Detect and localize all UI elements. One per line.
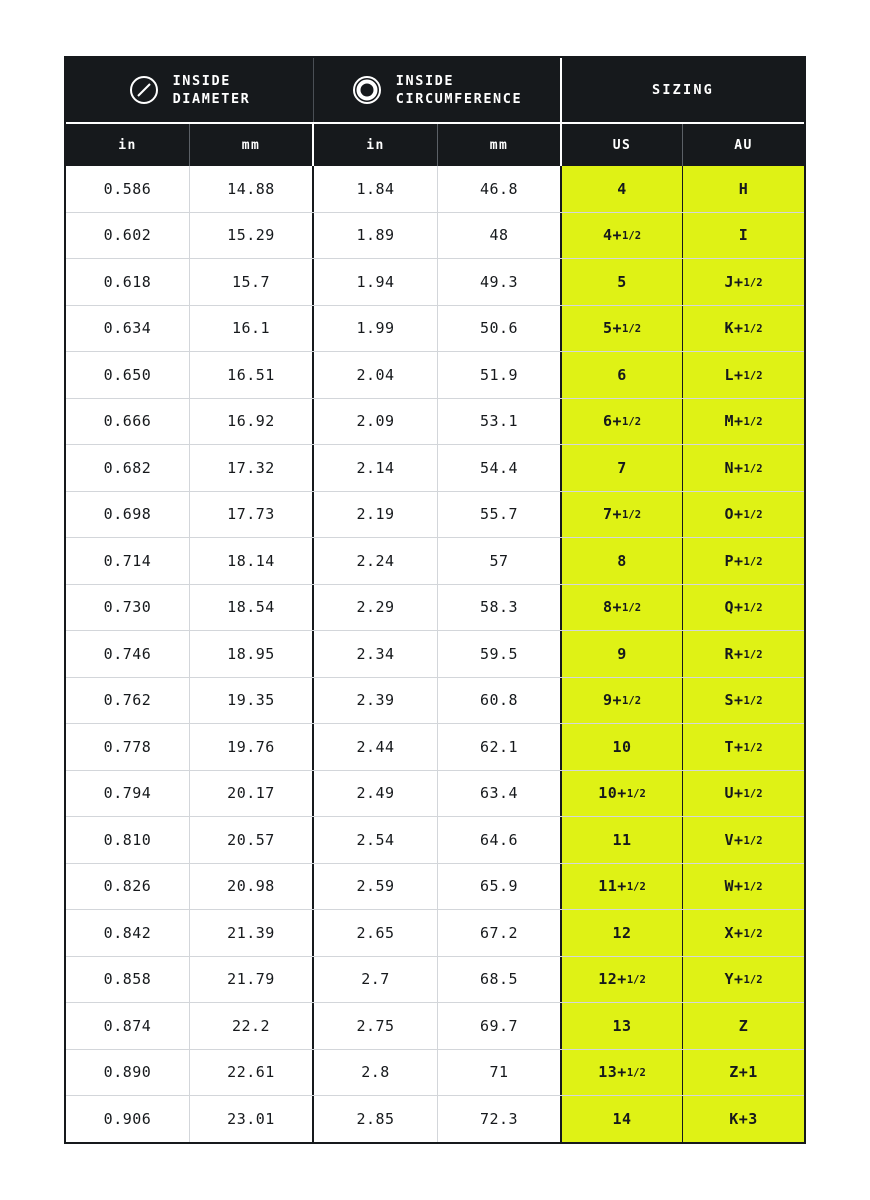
cell-diameter-in: 0.698 — [66, 492, 190, 538]
cell-diameter-mm: 15.7 — [190, 259, 314, 305]
table-row — [66, 910, 804, 957]
cell-circumference-mm: 59.5 — [438, 631, 562, 677]
cell-size-au: U+ 1/2 — [683, 771, 804, 817]
cell-size-au: L+ 1/2 — [683, 352, 804, 398]
half-size-fraction: 1/2 — [626, 881, 646, 894]
table-row — [66, 817, 804, 864]
cell-circumference-in: 1.89 — [314, 213, 438, 259]
subheader-diameter-in: in — [66, 124, 190, 166]
chart-header-subcolumns — [66, 122, 804, 166]
cell-diameter-mm: 21.79 — [190, 957, 314, 1003]
cell-size-us: 7+ 1/2 — [562, 492, 683, 538]
table-row — [66, 585, 804, 632]
half-size-fraction: 1/2 — [626, 788, 646, 801]
cell-diameter-mm: 18.95 — [190, 631, 314, 677]
cell-circumference-mm: 57 — [438, 538, 562, 584]
cell-diameter-in: 0.906 — [66, 1096, 190, 1142]
table-row — [66, 864, 804, 911]
half-size-fraction: 1/2 — [743, 509, 763, 522]
cell-size-au: O+ 1/2 — [683, 492, 804, 538]
cell-diameter-mm: 19.76 — [190, 724, 314, 770]
header-label-line1: INSIDE — [172, 72, 231, 89]
cell-size-au: P+ 1/2 — [683, 538, 804, 584]
header-group-sizing — [562, 58, 804, 122]
half-size-fraction: 1/2 — [743, 741, 763, 754]
cell-size-us: 8+ 1/2 — [562, 585, 683, 631]
cell-size-au: T+ 1/2 — [683, 724, 804, 770]
cell-diameter-in: 0.730 — [66, 585, 190, 631]
header-group-inside-circumference — [314, 58, 562, 122]
cell-diameter-mm: 18.14 — [190, 538, 314, 584]
cell-size-us: 9+ 1/2 — [562, 678, 683, 724]
cell-size-us: 10+ 1/2 — [562, 771, 683, 817]
cell-circumference-mm: 50.6 — [438, 306, 562, 352]
cell-circumference-mm: 49.3 — [438, 259, 562, 305]
table-row — [66, 306, 804, 353]
cell-size-au: V+ 1/2 — [683, 817, 804, 863]
cell-size-au: N+ 1/2 — [683, 445, 804, 491]
cell-diameter-mm: 21.39 — [190, 910, 314, 956]
cell-size-us: 14 — [562, 1096, 683, 1142]
cell-size-au: Z — [683, 1003, 804, 1049]
table-row — [66, 1003, 804, 1050]
half-size-fraction: 1/2 — [626, 974, 646, 987]
cell-size-us: 10 — [562, 724, 683, 770]
cell-circumference-in: 2.54 — [314, 817, 438, 863]
cell-size-au: Q+ 1/2 — [683, 585, 804, 631]
header-group-label-circumference — [396, 72, 522, 108]
cell-circumference-mm: 54.4 — [438, 445, 562, 491]
cell-size-us: 6 — [562, 352, 683, 398]
cell-diameter-mm: 17.32 — [190, 445, 314, 491]
cell-circumference-mm: 72.3 — [438, 1096, 562, 1142]
table-row — [66, 538, 804, 585]
cell-circumference-in: 2.29 — [314, 585, 438, 631]
cell-diameter-in: 0.842 — [66, 910, 190, 956]
cell-circumference-mm: 67.2 — [438, 910, 562, 956]
cell-circumference-in: 2.14 — [314, 445, 438, 491]
cell-diameter-in: 0.650 — [66, 352, 190, 398]
inside-circumference-icon — [352, 75, 382, 105]
half-size-fraction: 1/2 — [743, 695, 763, 708]
cell-diameter-in: 0.602 — [66, 213, 190, 259]
table-row — [66, 213, 804, 260]
table-row — [66, 1096, 804, 1142]
cell-size-au: X+ 1/2 — [683, 910, 804, 956]
half-size-fraction: 1/2 — [743, 788, 763, 801]
subheader-circumference-in: in — [314, 124, 438, 166]
table-row — [66, 678, 804, 725]
cell-size-us: 13+ 1/2 — [562, 1050, 683, 1096]
cell-circumference-mm: 64.6 — [438, 817, 562, 863]
cell-diameter-in: 0.794 — [66, 771, 190, 817]
cell-size-au: M+ 1/2 — [683, 399, 804, 445]
cell-diameter-in: 0.666 — [66, 399, 190, 445]
cell-diameter-mm: 15.29 — [190, 213, 314, 259]
cell-circumference-mm: 68.5 — [438, 957, 562, 1003]
cell-diameter-in: 0.778 — [66, 724, 190, 770]
header-label-line2: CIRCUMFERENCE — [395, 91, 523, 107]
cell-diameter-in: 0.762 — [66, 678, 190, 724]
inside-diameter-icon — [129, 75, 159, 105]
table-row — [66, 352, 804, 399]
cell-diameter-in: 0.874 — [66, 1003, 190, 1049]
cell-diameter-mm: 16.1 — [190, 306, 314, 352]
half-size-fraction: 1/2 — [622, 416, 642, 429]
cell-circumference-mm: 58.3 — [438, 585, 562, 631]
cell-size-us: 12 — [562, 910, 683, 956]
cell-circumference-in: 2.04 — [314, 352, 438, 398]
cell-size-au: Z+1 — [683, 1050, 804, 1096]
cell-circumference-mm: 60.8 — [438, 678, 562, 724]
cell-circumference-in: 2.85 — [314, 1096, 438, 1142]
subheader-diameter-mm: mm — [190, 124, 314, 166]
header-label-line2: DIAMETER — [172, 91, 251, 107]
half-size-fraction: 1/2 — [743, 881, 763, 894]
cell-size-au: R+ 1/2 — [683, 631, 804, 677]
table-row — [66, 771, 804, 818]
cell-circumference-mm: 55.7 — [438, 492, 562, 538]
table-row — [66, 399, 804, 446]
cell-diameter-mm: 22.2 — [190, 1003, 314, 1049]
table-row — [66, 166, 804, 213]
cell-circumference-in: 2.44 — [314, 724, 438, 770]
half-size-fraction: 1/2 — [743, 462, 763, 475]
cell-circumference-mm: 48 — [438, 213, 562, 259]
half-size-fraction: 1/2 — [622, 323, 642, 336]
chart-header-groups — [66, 58, 804, 122]
cell-size-us: 7 — [562, 445, 683, 491]
cell-circumference-mm: 62.1 — [438, 724, 562, 770]
table-row — [66, 492, 804, 539]
cell-diameter-mm: 20.57 — [190, 817, 314, 863]
half-size-fraction: 1/2 — [743, 648, 763, 661]
half-size-fraction: 1/2 — [626, 1067, 646, 1080]
cell-diameter-in: 0.826 — [66, 864, 190, 910]
table-row — [66, 1050, 804, 1097]
cell-diameter-in: 0.746 — [66, 631, 190, 677]
cell-size-us: 13 — [562, 1003, 683, 1049]
cell-diameter-in: 0.618 — [66, 259, 190, 305]
cell-diameter-mm: 23.01 — [190, 1096, 314, 1142]
cell-circumference-mm: 69.7 — [438, 1003, 562, 1049]
cell-diameter-mm: 16.51 — [190, 352, 314, 398]
cell-diameter-mm: 20.17 — [190, 771, 314, 817]
cell-circumference-mm: 53.1 — [438, 399, 562, 445]
cell-diameter-mm: 17.73 — [190, 492, 314, 538]
half-size-fraction: 1/2 — [622, 602, 642, 615]
cell-size-au: K+3 — [683, 1096, 804, 1142]
cell-circumference-in: 1.84 — [314, 166, 438, 212]
header-group-label-sizing: SIZING — [652, 81, 714, 98]
half-size-fraction: 1/2 — [743, 602, 763, 615]
subheader-size-us: US — [562, 124, 683, 166]
table-row — [66, 259, 804, 306]
half-size-fraction: 1/2 — [743, 927, 763, 940]
chart-rows — [66, 166, 804, 1142]
cell-circumference-mm: 65.9 — [438, 864, 562, 910]
cell-size-us: 11 — [562, 817, 683, 863]
cell-size-au: Y+ 1/2 — [683, 957, 804, 1003]
cell-diameter-in: 0.586 — [66, 166, 190, 212]
cell-diameter-mm: 18.54 — [190, 585, 314, 631]
cell-size-us: 12+ 1/2 — [562, 957, 683, 1003]
cell-diameter-in: 0.714 — [66, 538, 190, 584]
cell-circumference-in: 2.7 — [314, 957, 438, 1003]
half-size-fraction: 1/2 — [622, 695, 642, 708]
cell-size-us: 5+ 1/2 — [562, 306, 683, 352]
table-row — [66, 724, 804, 771]
header-group-label-diameter — [173, 72, 251, 108]
cell-size-au: H — [683, 166, 804, 212]
cell-circumference-in: 2.65 — [314, 910, 438, 956]
cell-size-us: 9 — [562, 631, 683, 677]
cell-diameter-in: 0.682 — [66, 445, 190, 491]
table-row — [66, 957, 804, 1004]
cell-circumference-in: 2.49 — [314, 771, 438, 817]
cell-diameter-in: 0.810 — [66, 817, 190, 863]
cell-diameter-in: 0.890 — [66, 1050, 190, 1096]
cell-circumference-in: 2.39 — [314, 678, 438, 724]
header-label-line1: INSIDE — [395, 72, 455, 89]
cell-circumference-in: 2.24 — [314, 538, 438, 584]
cell-diameter-mm: 19.35 — [190, 678, 314, 724]
cell-circumference-in: 1.99 — [314, 306, 438, 352]
cell-circumference-mm: 63.4 — [438, 771, 562, 817]
cell-diameter-in: 0.634 — [66, 306, 190, 352]
ring-size-chart — [64, 56, 806, 1144]
half-size-fraction: 1/2 — [743, 276, 763, 289]
cell-circumference-in: 1.94 — [314, 259, 438, 305]
half-size-fraction: 1/2 — [743, 323, 763, 336]
cell-size-au: J+ 1/2 — [683, 259, 804, 305]
cell-size-us: 8 — [562, 538, 683, 584]
cell-size-us: 11+ 1/2 — [562, 864, 683, 910]
cell-circumference-in: 2.59 — [314, 864, 438, 910]
cell-size-us: 5 — [562, 259, 683, 305]
cell-diameter-mm: 20.98 — [190, 864, 314, 910]
cell-size-us: 4+ 1/2 — [562, 213, 683, 259]
cell-size-au: S+ 1/2 — [683, 678, 804, 724]
cell-circumference-in: 2.75 — [314, 1003, 438, 1049]
half-size-fraction: 1/2 — [622, 230, 642, 243]
cell-circumference-in: 2.34 — [314, 631, 438, 677]
cell-circumference-mm: 71 — [438, 1050, 562, 1096]
subheader-circumference-mm: mm — [438, 124, 562, 166]
half-size-fraction: 1/2 — [622, 509, 642, 522]
cell-size-au: I — [683, 213, 804, 259]
cell-diameter-mm: 14.88 — [190, 166, 314, 212]
cell-circumference-mm: 51.9 — [438, 352, 562, 398]
cell-diameter-mm: 22.61 — [190, 1050, 314, 1096]
cell-size-au: W+ 1/2 — [683, 864, 804, 910]
half-size-fraction: 1/2 — [743, 416, 763, 429]
half-size-fraction: 1/2 — [743, 555, 763, 568]
half-size-fraction: 1/2 — [743, 974, 763, 987]
cell-size-us: 4 — [562, 166, 683, 212]
cell-diameter-mm: 16.92 — [190, 399, 314, 445]
half-size-fraction: 1/2 — [743, 369, 763, 382]
cell-diameter-in: 0.858 — [66, 957, 190, 1003]
cell-circumference-mm: 46.8 — [438, 166, 562, 212]
subheader-size-au: AU — [734, 137, 753, 153]
half-size-fraction: 1/2 — [743, 834, 763, 847]
table-row — [66, 631, 804, 678]
cell-circumference-in: 2.8 — [314, 1050, 438, 1096]
header-group-inside-diameter — [66, 58, 314, 122]
cell-size-us: 6+ 1/2 — [562, 399, 683, 445]
cell-size-au: K+ 1/2 — [683, 306, 804, 352]
table-row — [66, 445, 804, 492]
cell-circumference-in: 2.19 — [314, 492, 438, 538]
cell-circumference-in: 2.09 — [314, 399, 438, 445]
